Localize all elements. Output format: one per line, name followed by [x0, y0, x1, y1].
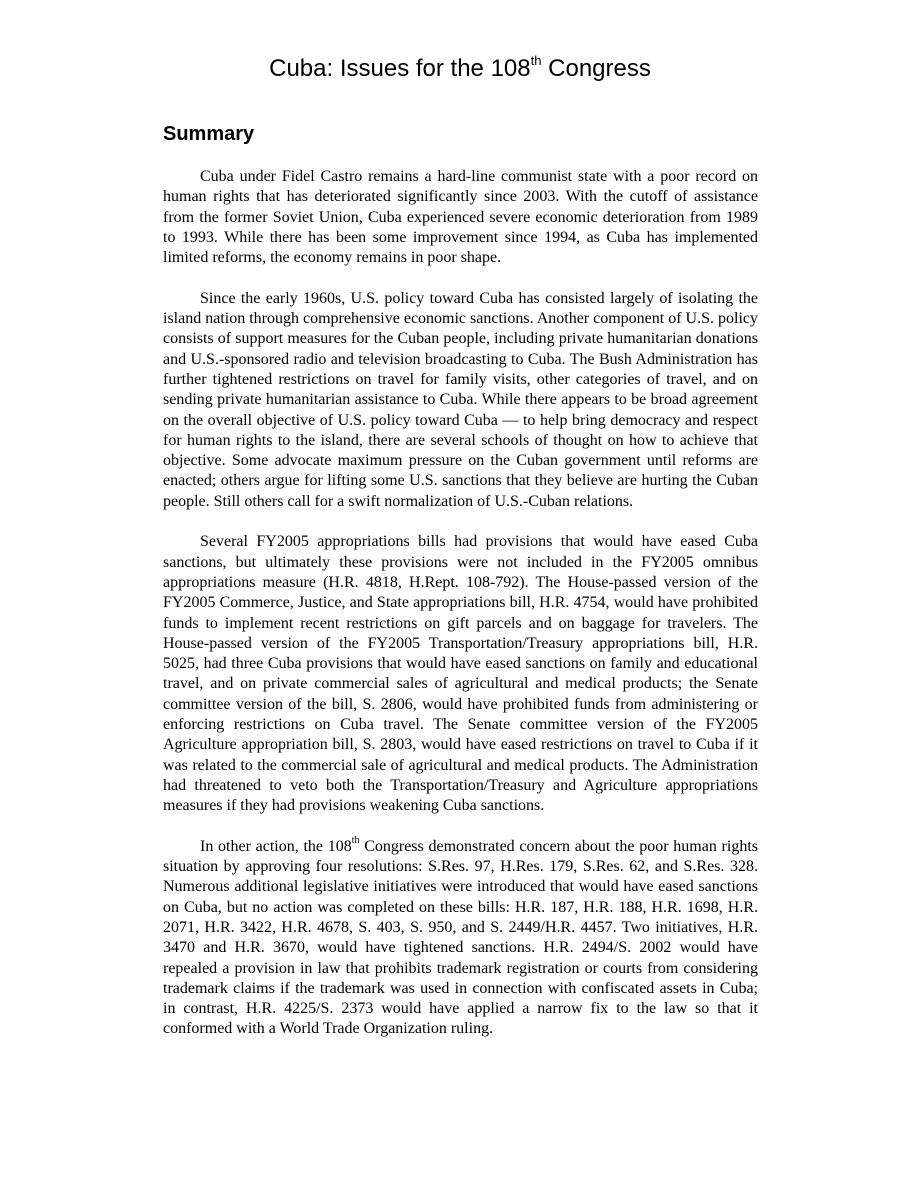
document-title [0, 54, 920, 84]
paragraph-4-superscript: th [351, 835, 360, 847]
paragraph-2: Since the early 1960s, U.S. policy toward Cuba has consisted largely of isolating the island nation through comprehensive economic sanctions. Another component of U.S. policy consists of support measures for the Cuban people, including private humanitarian donations and U.S.-sponsored radio and television broadcasting to Cuba. The Bush Administration has further tightened restrictions on travel for family visits, other categories of travel, and on sending private humanitarian assistance to Cuba. While there appears to be broad agreement on the overall objective of U.S. policy toward Cuba — to help bring democracy and respect for human rights to the island, there are several schools of thought on how to achieve that objective. Some advocate maximum pressure on the Cuban government until reforms are enacted; others argue for lifting some U.S. sanctions that they believe are hurting the Cuban people. Still others call for a swift normalization of U.S.-Cuban relations. [163, 289, 758, 510]
document-title-text: Cuba: Issues for the 108 [269, 55, 531, 82]
paragraph-3: Several FY2005 appropriations bills had provisions that would have eased Cuba sanctions, but ultimately these provisions were not included in the FY2005 omnibus appropriations measure (H.R. 4818, H.Rept. 108-792). The House-passed version of the FY2005 Commerce, Justice, and State appropriations bill, H.R. 4754, would have prohibited funds to implement recent restrictions on gift parcels and on baggage for travelers. The House-passed version of the FY2005 Transportation/Treasury appropriations bill, H.R. 5025, had three Cuba provisions that would have eased sanctions on family and educational travel, and on private commercial sales of agricultural and medical products; the Senate committee version of the bill, S. 2806, would have prohibited funds from administering or enforcing restrictions on Cuba travel. The Senate committee version of the FY2005 Agriculture appropriation bill, S. 2803, would have eased restrictions on travel to Cuba if it was related to the commercial sale of agricultural and medical products. The Administration had threatened to veto both the Transportation/Treasury and Agriculture appropriations measures if they had provisions weakening Cuba sanctions. [163, 533, 758, 815]
paragraph-4 [163, 837, 758, 1040]
document-title-suffix: Congress [541, 55, 651, 82]
paragraph-4-rest: Congress demonstrated concern about the poor human rights situation by approving four resolutions: S.Res. 97, H.Res. 179, S.Res. 62, and S.Res. 328. Numerous additional legislative initiatives were introduced that would have eased sanctions on Cuba, but no action was completed on these bills: H.R. 187, H.R. 188, H.R. 1698, H.R. 2071, H.R. 3422, H.R. 4678, S. 403, S. 950, and S. 2449/H.R. 4457. Two initiatives, H.R. 3470 and H.R. 3670, would have tightened sanctions. H.R. 2494/S. 2002 would have repealed a provision in law that prohibits trademark registration or courts from considering trademark claims if the trademark was used in connection with confiscated assets in Cuba; in contrast, H.R. 4225/S. 2373 would have applied a narrow fix to the law so that it conformed with a World Trade Organization ruling. [163, 837, 758, 1038]
summary-body [163, 167, 758, 1060]
paragraph-1: Cuba under Fidel Castro remains a hard-line communist state with a poor record on human rights that has deteriorated significantly since 2003. With the cutoff of assistance from the former Soviet Union, Cuba experienced severe economic deterioration from 1989 to 1993. While there has been some improvement since 1994, as Cuba has implemented limited reforms, the economy remains in poor shape. [163, 168, 758, 267]
document-title-superscript: th [530, 53, 542, 68]
paragraph-4-prefix: In other action, the 108 [200, 837, 352, 855]
section-heading-summary: Summary [163, 123, 255, 145]
